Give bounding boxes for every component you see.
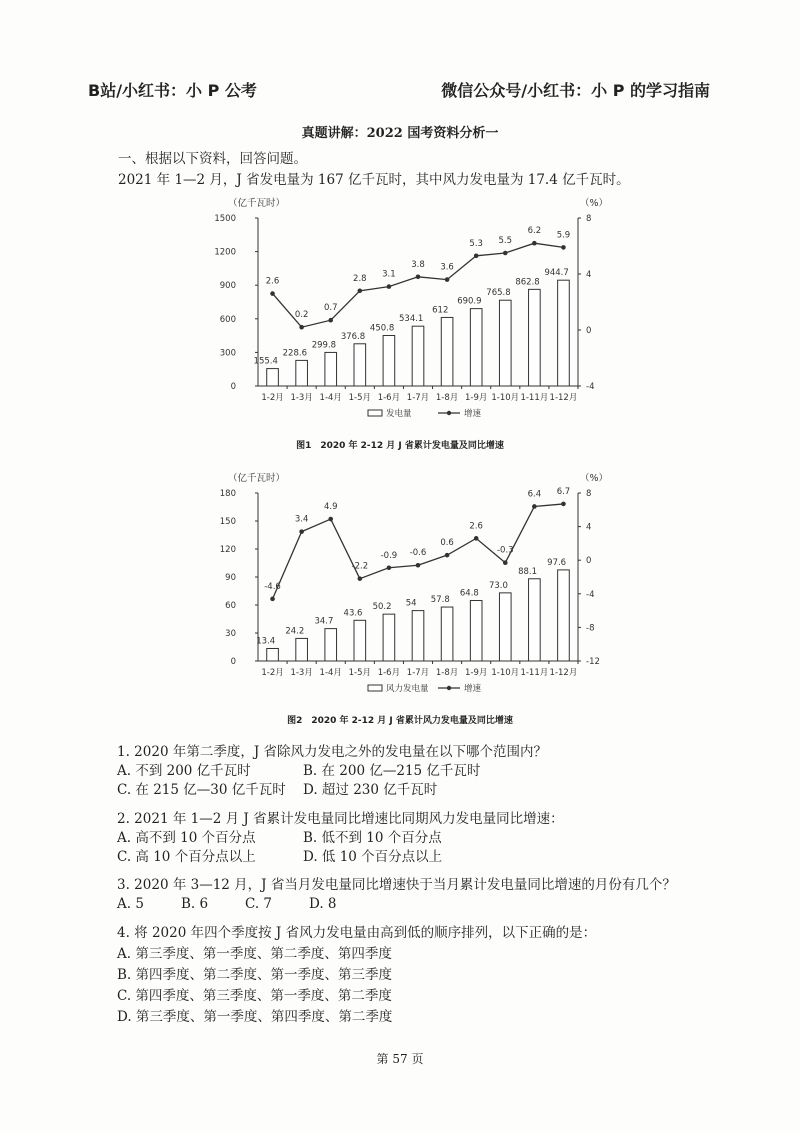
chart-2-bar-label: 24.2: [285, 626, 305, 637]
chart-1-bar-label: 299.8: [311, 340, 337, 351]
question-2: [117, 810, 717, 867]
chart-1-growth-label: 6.2: [527, 226, 542, 237]
question-2-option-a: A. 高不到 10 个百分点: [117, 830, 256, 846]
chart-2-bar: [412, 611, 424, 661]
question-2-option-c: C. 高 10 个百分点以上: [117, 849, 256, 865]
chart-1-growth-label: 3.6: [440, 262, 454, 273]
chart-1-x-tick-label: 1-4月: [319, 393, 342, 403]
chart-1-legend-line-point: [447, 411, 451, 415]
question-1-option-a: A. 不到 200 亿千瓦时: [117, 763, 251, 779]
chart-2-bar: [296, 638, 308, 661]
chart-2-left-tick-label: 180: [219, 489, 236, 499]
chart-1-right-unit: （%）: [580, 198, 609, 209]
chart-1-legend-bar-label: 发电量: [386, 409, 412, 419]
chart-2-x-tick-label: 1-2月: [261, 668, 284, 678]
chart-2-right-tick-label: -4: [586, 589, 595, 600]
question-2-option-b: B. 低不到 10 个百分点: [303, 830, 442, 846]
chart-1-bar-label: 534.1: [399, 314, 424, 325]
question-3-option-b: B. 6: [181, 896, 209, 912]
intro-text: 2021 年 1—2 月，J 省发电量为 167 亿千瓦时，其中风力发电量为 17.4 亿千瓦时。: [118, 172, 630, 188]
chart-1-bar: [470, 309, 482, 386]
chart-2-growth-label: 6.7: [556, 486, 571, 497]
chart-2-growth-point: [532, 504, 537, 509]
chart-2-bar-label: 54: [405, 598, 417, 609]
chart-2-bar: [441, 607, 453, 661]
chart-1-growth-point: [328, 318, 333, 323]
chart-2-left-tick-label: 30: [225, 629, 236, 639]
chart-2-x-tick-label: 1-3月: [290, 668, 313, 678]
chart-2-growth-point: [416, 563, 421, 568]
chart-2-x-tick-label: 1-4月: [319, 668, 342, 678]
chart-1-growth-point: [270, 291, 275, 296]
chart-1-bar: [383, 336, 395, 386]
chart-2-x-tick-label: 1-10月: [491, 668, 520, 678]
chart-1-right-tick-label: -4: [586, 382, 595, 392]
question-1-option-b: B. 在 200 亿—215 亿千瓦时: [303, 763, 481, 779]
chart-1-left-tick-label: 600: [219, 314, 236, 325]
question-2-option-d: D. 低 10 个百分点以上: [303, 849, 443, 865]
chart-2: [0, 465, 800, 735]
chart-1-bar-label: 450.8: [369, 323, 395, 334]
chart-1-x-tick-label: 1-6月: [377, 393, 401, 403]
chart-1-bar-label: 228.6: [282, 348, 307, 359]
chart-2-growth-point: [358, 576, 363, 581]
chart-1-right-tick-label: 0: [586, 326, 592, 336]
question-1-option-d: D. 超过 230 亿千瓦时: [303, 782, 438, 798]
question-4: [117, 923, 717, 1028]
chart-1-growth-point: [445, 277, 450, 282]
question-3-option-d: D. 8: [309, 896, 337, 912]
chart-2-growth-point: [328, 517, 333, 522]
chart-1-growth-label: 0.2: [294, 310, 309, 321]
chart-2-svg: [0, 465, 800, 735]
chart-1-bar: [412, 326, 424, 386]
chart-1-bar: [267, 369, 279, 386]
chart-1-right-tick-label: 8: [586, 214, 592, 224]
chart-2-bar: [267, 648, 279, 661]
chart-1-growth-point: [474, 254, 479, 259]
chart-2-growth-point: [474, 536, 479, 541]
chart-1: [0, 190, 800, 460]
chart-2-bar-label: 73.0: [488, 580, 508, 591]
chart-2-growth-label: -0.9: [380, 550, 398, 561]
chart-1-x-tick-label: 1-7月: [406, 393, 430, 403]
chart-1-legend-line-label: 增速: [464, 409, 482, 419]
chart-2-growth-label: -0.6: [409, 548, 427, 559]
chart-2-bar: [558, 570, 570, 661]
chart-2-right-tick-label: -8: [586, 623, 595, 634]
section-heading: 一、根据以下资料，回答问题。: [118, 151, 307, 167]
chart-1-growth-label: 0.7: [323, 303, 338, 314]
chart-1-caption: 图1 2020 年 2-12 月 J 省累计发电量及同比增速: [296, 441, 504, 451]
chart-1-left-tick-label: 1200: [214, 247, 236, 258]
chart-2-growth-point: [561, 502, 566, 507]
chart-2-legend-line-point: [447, 686, 451, 690]
chart-1-x-tick-label: 1-3月: [290, 393, 313, 403]
chart-2-x-tick-label: 1-7月: [406, 668, 430, 678]
chart-1-growth-label: 3.8: [411, 259, 425, 270]
chart-2-bar-label: 64.8: [459, 588, 479, 599]
chart-1-x-tick-label: 1-9月: [464, 393, 488, 403]
chart-1-bar-label: 862.8: [515, 277, 540, 288]
chart-2-growth-label: 6.4: [527, 489, 542, 500]
chart-1-x-tick-label: 1-2月: [261, 393, 284, 403]
chart-2-bar: [383, 614, 395, 661]
chart-1-bar: [325, 352, 337, 386]
chart-2-bar: [325, 629, 337, 661]
chart-1-growth-point: [299, 325, 304, 330]
chart-1-bar: [529, 289, 541, 386]
chart-1-growth-point: [503, 251, 508, 256]
chart-2-legend-bar-label: 风力发电量: [386, 684, 429, 694]
chart-1-growth-label: 5.9: [556, 230, 571, 241]
question-4-option-b: B. 第四季度、第二季度、第一季度、第三季度: [117, 967, 393, 983]
chart-2-growth-label: -4.6: [264, 581, 281, 592]
chart-2-bar: [529, 579, 541, 661]
question-2-stem: 2. 2021 年 1—2 月 J 省累计发电量同比增速比同期风力发电量同比增速：: [117, 811, 564, 827]
chart-2-bar: [499, 593, 511, 661]
question-1: [117, 743, 717, 800]
chart-1-left-unit: （亿千瓦时）: [228, 198, 286, 209]
chart-2-growth-label: 2.6: [469, 521, 483, 532]
question-4-stem: 4. 将 2020 年四个季度按 J 省风力发电量由高到低的顺序排列，以下正确的是：: [117, 925, 597, 941]
question-4-option-c: C. 第四季度、第三季度、第一季度、第二季度: [117, 988, 392, 1004]
chart-1-svg: [0, 190, 800, 460]
chart-2-x-tick-label: 1-9月: [464, 668, 488, 678]
chart-1-bar-label: 612: [432, 305, 449, 316]
chart-2-growth-label: 4.9: [323, 502, 338, 513]
chart-2-growth-point: [503, 560, 508, 565]
chart-1-bar: [558, 280, 570, 386]
chart-1-x-tick-label: 1-12月: [549, 393, 578, 403]
chart-1-x-tick-label: 1-5月: [348, 393, 372, 403]
chart-1-bar: [441, 317, 453, 386]
chart-2-legend-bar-swatch: [368, 685, 382, 691]
chart-2-bar: [470, 601, 482, 661]
chart-1-bar: [499, 300, 511, 386]
chart-1-right-tick-label: 4: [586, 270, 592, 280]
chart-1-legend-bar-swatch: [368, 410, 382, 416]
chart-2-right-tick-label: -12: [586, 657, 600, 667]
question-1-option-c: C. 在 215 亿—30 亿千瓦时: [117, 782, 286, 798]
chart-1-bar-label: 376.8: [340, 331, 366, 342]
header-right: 微信公众号/小红书：小 P 的学习指南: [441, 81, 710, 100]
chart-2-bar-label: 34.7: [314, 616, 334, 627]
question-3-stem: 3. 2020 年 3—12 月，J 省当月发电量同比增速快于当月累计发电量同比增速的月份有几个？: [117, 877, 676, 893]
chart-2-x-tick-label: 1-12月: [549, 668, 578, 678]
chart-2-growth-label: 0.6: [440, 538, 454, 549]
chart-1-x-tick-label: 1-11月: [520, 393, 549, 403]
chart-1-growth-label: 2.6: [265, 276, 280, 287]
chart-2-bar-label: 97.6: [547, 557, 567, 568]
chart-2-left-unit: （亿千瓦时）: [228, 473, 286, 484]
chart-2-x-tick-label: 1-5月: [348, 668, 372, 678]
chart-1-bar: [296, 360, 308, 386]
chart-2-bar-label: 57.8: [430, 595, 450, 606]
question-3-option-c: C. 7: [245, 896, 273, 912]
chart-1-left-tick-label: 900: [219, 281, 236, 292]
question-1-stem: 1. 2020 年第二季度，J 省除风力发电之外的发电量在以下哪个范围内？: [117, 744, 548, 760]
chart-2-legend-line-label: 增速: [464, 684, 482, 694]
chart-1-growth-point: [358, 289, 363, 294]
chart-1-growth-label: 5.3: [469, 238, 483, 249]
page-number: 第 57 页: [376, 1052, 424, 1066]
chart-2-bar-label: 13.4: [256, 636, 276, 647]
chart-2-growth-point: [387, 565, 392, 570]
chart-1-left-tick-label: 0: [230, 382, 236, 392]
chart-2-right-tick-label: 0: [586, 556, 592, 567]
chart-1-bar-label: 690.9: [457, 296, 482, 307]
chart-2-bar: [354, 620, 366, 661]
question-4-option-a: A. 第三季度、第一季度、第二季度、第四季度: [117, 946, 392, 962]
question-3: [117, 876, 717, 914]
chart-2-right-tick-label: 4: [586, 522, 592, 533]
chart-2-x-tick-label: 1-11月: [520, 668, 549, 678]
chart-1-growth-point: [561, 245, 566, 250]
chart-1-x-tick-label: 1-10月: [491, 393, 520, 403]
chart-2-bar-label: 43.6: [343, 608, 363, 619]
chart-2-left-tick-label: 150: [219, 517, 236, 527]
chart-2-caption: 图2 2020 年 2-12 月 J 省累计风力发电量及同比增速: [287, 716, 513, 726]
chart-2-left-tick-label: 60: [225, 601, 236, 611]
chart-2-x-tick-label: 1-6月: [377, 668, 401, 678]
page-title: 真题讲解：2022 国考资料分析一: [301, 126, 499, 141]
chart-1-bar: [354, 344, 366, 386]
chart-2-growth-label: -2.2: [351, 561, 369, 572]
chart-1-x-tick-label: 1-8月: [435, 393, 459, 403]
header-left: B站/小红书：小 P 公考: [88, 81, 257, 100]
chart-1-growth-point: [416, 275, 421, 280]
chart-1-bar-label: 155.4: [253, 356, 278, 367]
chart-2-bar-label: 88.1: [518, 566, 538, 577]
question-3-option-a: A. 5: [117, 896, 144, 912]
chart-2-right-unit: （%）: [580, 473, 609, 484]
chart-2-bar-label: 50.2: [372, 602, 392, 613]
chart-1-left-tick-label: 1500: [214, 214, 236, 224]
chart-1-growth-label: 3.1: [382, 269, 396, 280]
chart-2-growth-label: 3.4: [294, 514, 309, 525]
chart-2-growth-point: [270, 597, 275, 602]
chart-2-left-tick-label: 90: [225, 573, 236, 583]
chart-2-x-tick-label: 1-8月: [435, 668, 459, 678]
chart-1-growth-point: [532, 241, 537, 246]
question-4-option-d: D. 第三季度、第一季度、第四季度、第二季度: [117, 1009, 393, 1025]
chart-2-right-tick-label: 8: [586, 489, 592, 499]
chart-1-left-tick-label: 300: [219, 348, 236, 359]
chart-2-growth-point: [299, 529, 304, 534]
chart-1-growth-point: [387, 284, 392, 289]
chart-1-bar-label: 944.7: [544, 268, 569, 279]
chart-1-growth-label: 5.5: [498, 236, 513, 246]
chart-2-growth-label: -0.3: [496, 545, 514, 556]
chart-2-left-tick-label: 0: [230, 657, 236, 667]
chart-2-growth-point: [445, 553, 450, 558]
chart-1-growth-label: 2.8: [353, 273, 367, 284]
chart-2-left-tick-label: 120: [219, 545, 236, 555]
chart-1-bar-label: 765.8: [486, 288, 511, 299]
